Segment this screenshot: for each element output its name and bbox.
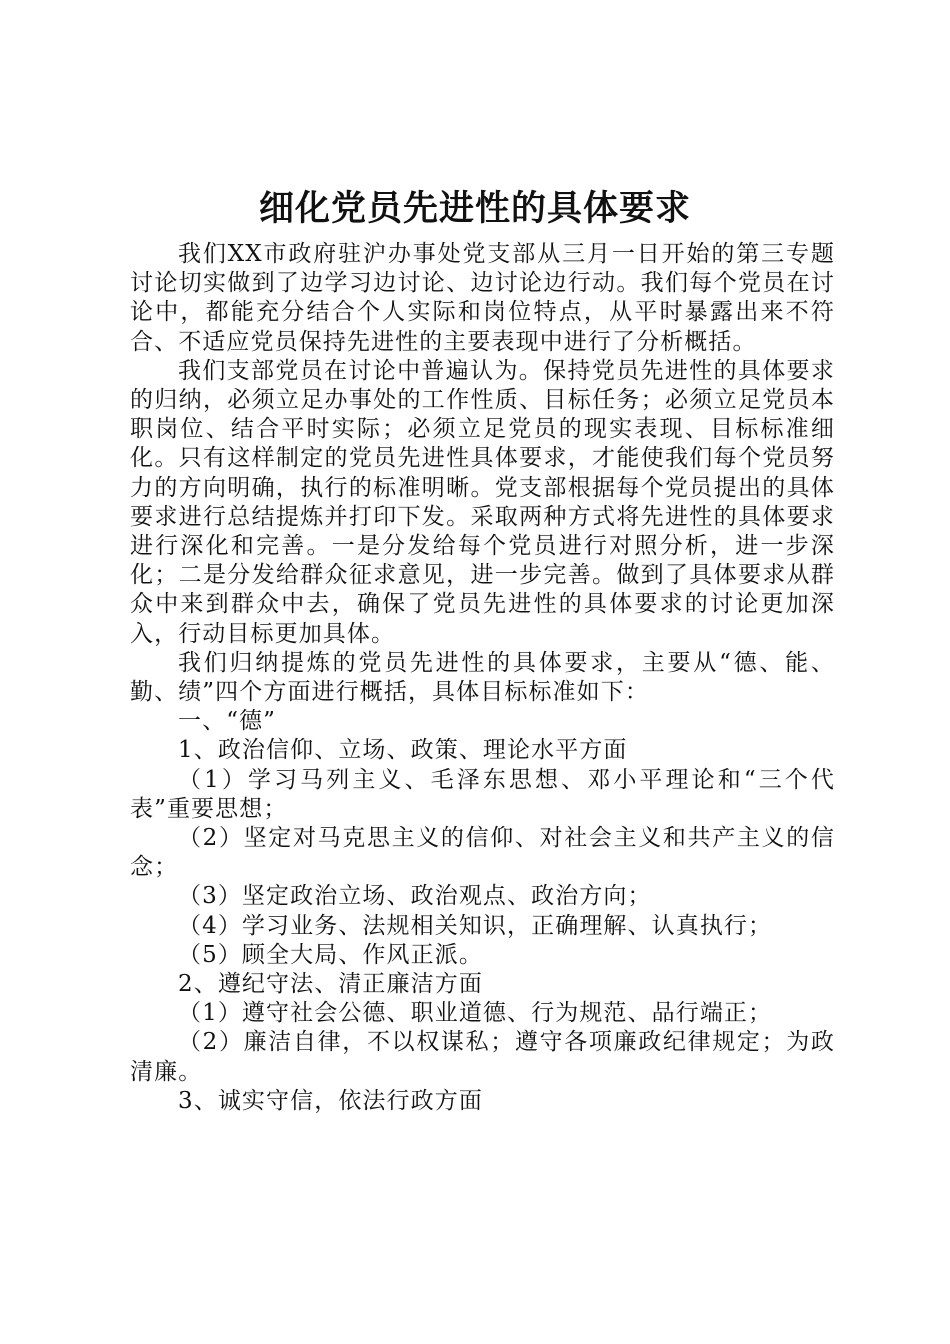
list-item: （4）学习业务、法规相关知识，正确理解、认真执行； bbox=[178, 912, 773, 939]
list-item: （2）坚定对马克思主义的信仰、对社会主义和共产主义的信念； bbox=[130, 825, 835, 881]
paragraph-discussion: 我们支部党员在讨论中普遍认为。保持党员先进性的具体要求的归纳，必须立足办事处的工作性质、目标任务；必须立足党员本职岗位、结合平时实际；必须立足党员的现实表现、目标标准细化。只有这样制定的党员先进性具体要求，才能使我们每个党员努力的方向明确，执行的标准明晰。党支部根据每个党员提出的具体要求进行总结提炼并打印下发。采取两种方式将先进性的具体要求进行深化和完善。一是分发给每个党员进行对照分析，进一步深化；二是分发给群众征求意见，进一步完善。做到了具体要求从群众中来到群众中去，确保了党员先进性的具体要求的讨论更加深入，行动目标更加具体。 bbox=[130, 357, 835, 647]
subsection-heading-integrity: 3、诚实守信，依法行政方面 bbox=[178, 1087, 483, 1114]
list-item: （5）顾全大局、作风正派。 bbox=[178, 941, 483, 968]
paragraph-intro: 我们XX市政府驻沪办事处党支部从三月一日开始的第三专题讨论切实做到了边学习边讨论、边讨论边行动。我们每个党员在讨论中，都能充分结合个人实际和岗位特点，从平时暴露出来不符合、不适应党员保持先进性的主要表现中进行了分析概括。 bbox=[130, 241, 835, 355]
list-item: （3）坚定政治立场、政治观点、政治方向； bbox=[178, 883, 652, 910]
section-heading-de: 一、“德” bbox=[178, 708, 277, 735]
list-item: （1）遵守社会公德、职业道德、行为规范、品行端正； bbox=[178, 1000, 773, 1027]
document-body bbox=[130, 240, 835, 1116]
list-item: （1）学习马列主义、毛泽东思想、邓小平理论和“三个代表”重要思想； bbox=[130, 766, 835, 822]
list-item: （2）廉洁自律，不以权谋私；遵守各项廉政纪律规定；为政清廉。 bbox=[130, 1029, 835, 1085]
subsection-heading-political: 1、政治信仰、立场、政策、理论水平方面 bbox=[178, 737, 628, 764]
document-title: 细化党员先进性的具体要求 bbox=[258, 189, 691, 229]
subsection-heading-discipline: 2、遵纪守法、清正廉洁方面 bbox=[178, 971, 483, 998]
paragraph-summary: 我们归纳提炼的党员先进性的具体要求，主要从“德、能、勤、绩”四个方面进行概括，具体目标标准如下： bbox=[130, 649, 835, 706]
